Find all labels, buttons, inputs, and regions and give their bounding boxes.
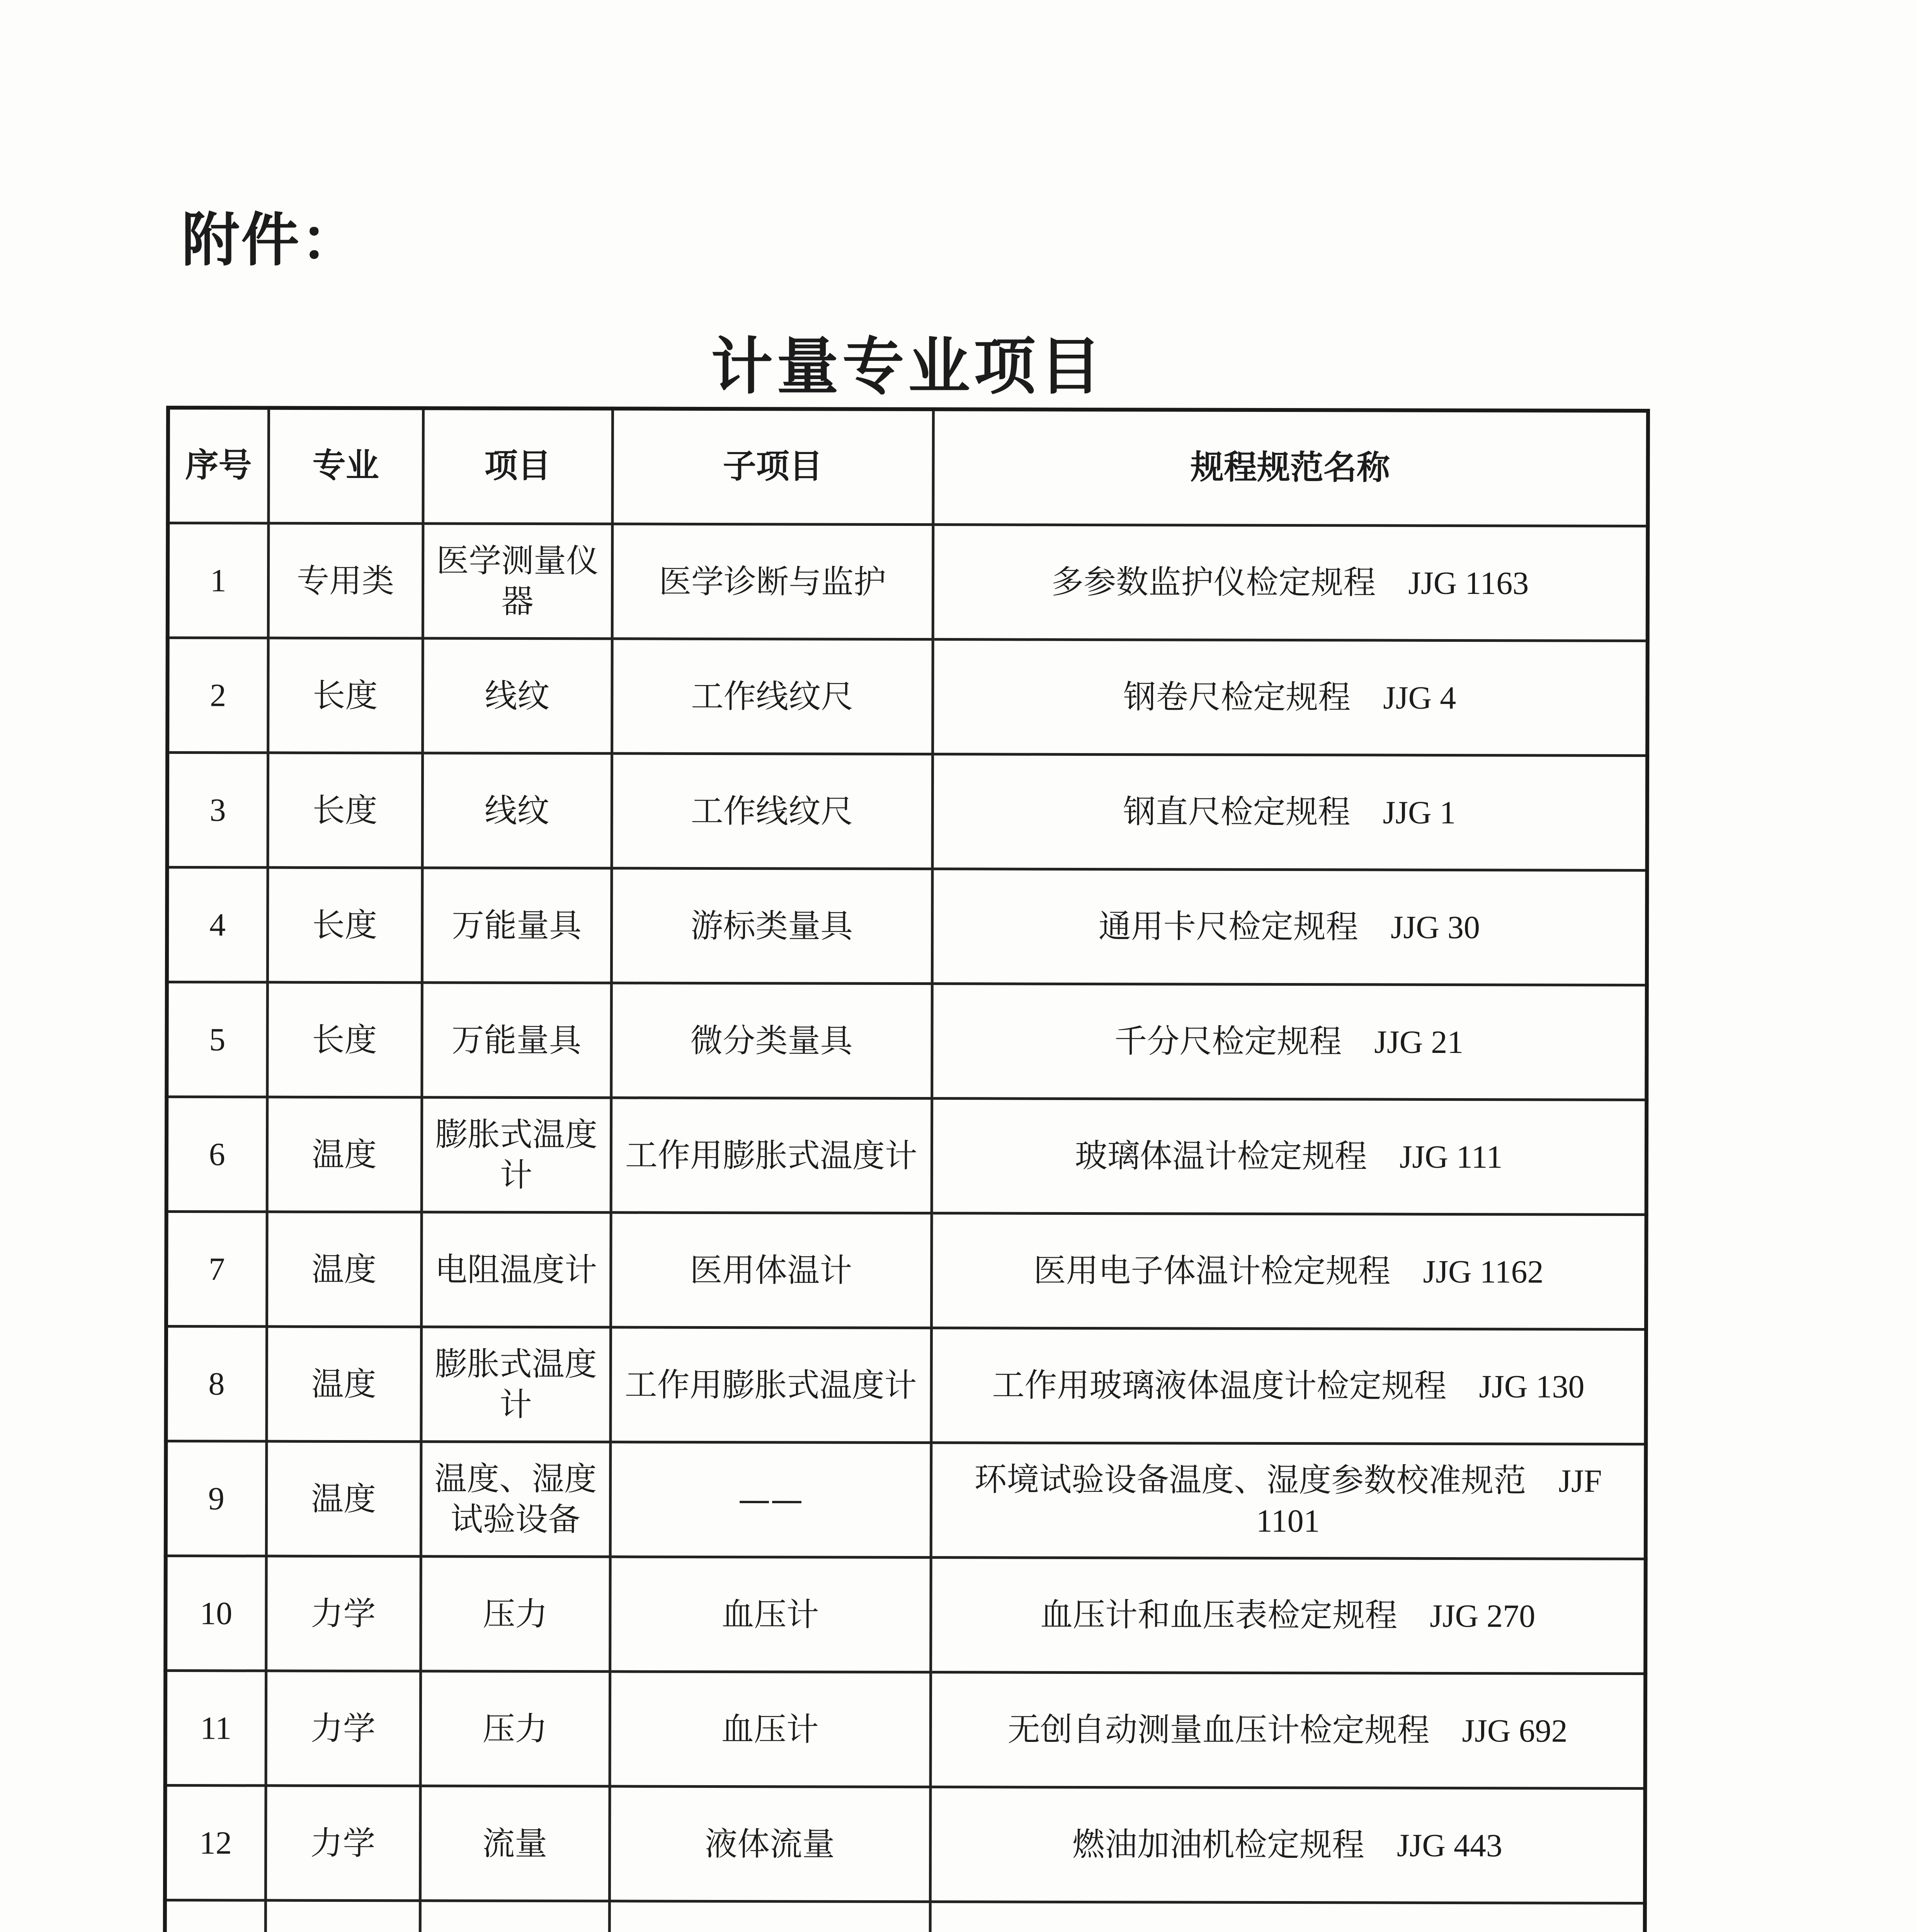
cell-standard: 环境试验设备温度、湿度参数校准规范 JJF 1101 [931, 1443, 1646, 1559]
cell-index: 10 [165, 1556, 266, 1671]
table-body [164, 523, 1648, 1932]
header-item: 项目 [423, 408, 612, 524]
cell-subitem: 工作线纹尺 [611, 753, 932, 869]
cell-subitem: 血压计 [610, 1557, 931, 1672]
cell-item: 医学测量仪器 [423, 524, 612, 639]
cell-standard: 血压计和血压表检定规程 JJG 270 [930, 1558, 1646, 1674]
cell-item: 万能量具 [422, 983, 611, 1098]
cell-major: 温度 [266, 1327, 421, 1442]
cell-major: 长度 [268, 638, 423, 753]
header-major: 专业 [268, 408, 423, 524]
cell-index: 5 [167, 982, 267, 1097]
cell-major: 长度 [267, 982, 422, 1097]
cell-index [165, 1900, 265, 1932]
cell-standard: 通用卡尺检定规程 JJG 30 [932, 869, 1647, 985]
cell-major: 长度 [267, 753, 422, 868]
cell-index: 4 [167, 867, 268, 983]
cell-index: 7 [166, 1212, 267, 1327]
table-row [167, 1097, 1647, 1215]
cell-major: 温度 [266, 1441, 421, 1556]
cell-index: 8 [166, 1327, 267, 1442]
table-row [165, 1556, 1646, 1674]
cell-subitem: 液体流量 [609, 1786, 930, 1902]
cell-item: 线纹 [422, 753, 612, 868]
cell-major: 力学 [266, 1671, 421, 1786]
cell-major: 力学 [265, 1786, 420, 1901]
table-row [165, 1671, 1646, 1789]
table-row [168, 523, 1648, 641]
cell-index: 9 [166, 1441, 267, 1556]
metrology-items-table [162, 406, 1650, 1932]
cell-subitem: 医用体温计 [611, 1213, 932, 1328]
cell-subitem: 工作线纹尺 [612, 639, 933, 754]
cell-major [265, 1900, 420, 1932]
cell-index: 1 [168, 523, 269, 638]
page-title: 计量专业项目 [711, 330, 1105, 403]
table-row [167, 867, 1647, 985]
cell-subitem: 血压计 [610, 1672, 931, 1787]
cell-item: 压力 [420, 1556, 610, 1672]
cell-item: 膨胀式温度计 [422, 1097, 611, 1213]
cell-index: 2 [167, 638, 268, 753]
header-standard: 规程规范名称 [933, 409, 1648, 526]
cell-subitem: 微分类量具 [611, 983, 932, 1099]
cell-item [420, 1901, 609, 1932]
cell-subitem: 医学诊断与监护 [612, 524, 933, 639]
cell-item: 流量 [420, 1786, 610, 1901]
table-row [165, 1900, 1645, 1932]
table-row [167, 982, 1647, 1100]
cell-standard: 多参数监护仪检定规程 JJG 1163 [933, 525, 1648, 641]
header-index: 序号 [168, 408, 269, 523]
cell-index: 12 [165, 1786, 266, 1901]
cell-item: 电阻温度计 [421, 1212, 611, 1327]
cell-major: 力学 [266, 1556, 421, 1671]
cell-item: 万能量具 [422, 868, 612, 983]
cell-index: 6 [167, 1097, 267, 1212]
cell-subitem [609, 1901, 930, 1932]
cell-standard: 钢直尺检定规程 JJG 1 [932, 754, 1647, 871]
cell-standard: 无创自动测量血压计检定规程 JJG 692 [930, 1672, 1646, 1789]
cell-major: 专用类 [268, 523, 423, 638]
cell-item: 线纹 [422, 638, 612, 753]
table-row [166, 1441, 1646, 1559]
cell-standard: 医用电子体温计检定规程 JJG 1162 [931, 1213, 1647, 1330]
cell-index: 3 [167, 753, 268, 868]
attachment-label: 附件： [182, 207, 361, 274]
cell-item: 温度、湿度试验设备 [421, 1442, 611, 1557]
table-row [165, 1786, 1645, 1903]
table-row [166, 1327, 1646, 1444]
cell-major: 温度 [267, 1097, 422, 1212]
cell-major: 长度 [267, 867, 422, 983]
table-row [167, 753, 1647, 871]
cell-standard: 工作用玻璃液体温度计检定规程 JJG 130 [931, 1328, 1646, 1444]
cell-standard: 燃油加油机检定规程 JJG 443 [930, 1787, 1645, 1903]
cell-item: 膨胀式温度计 [421, 1327, 611, 1442]
cell-item: 压力 [420, 1671, 610, 1786]
table-header-row [168, 408, 1648, 526]
cell-major: 温度 [267, 1212, 422, 1327]
cell-subitem: 游标类量具 [611, 868, 932, 984]
cell-subitem: 工作用膨胀式温度计 [610, 1327, 931, 1443]
cell-standard [930, 1902, 1645, 1932]
cell-standard: 玻璃体温计检定规程 JJG 111 [932, 1099, 1647, 1215]
cell-subitem: —— [610, 1442, 931, 1558]
table-row [167, 638, 1648, 756]
cell-standard: 千分尺检定规程 JJG 21 [932, 984, 1647, 1100]
table-row [166, 1212, 1647, 1330]
cell-standard: 钢卷尺检定规程 JJG 4 [932, 639, 1648, 756]
cell-subitem: 工作用膨胀式温度计 [611, 1098, 932, 1213]
header-subitem: 子项目 [612, 408, 933, 524]
cell-index: 11 [165, 1671, 266, 1786]
